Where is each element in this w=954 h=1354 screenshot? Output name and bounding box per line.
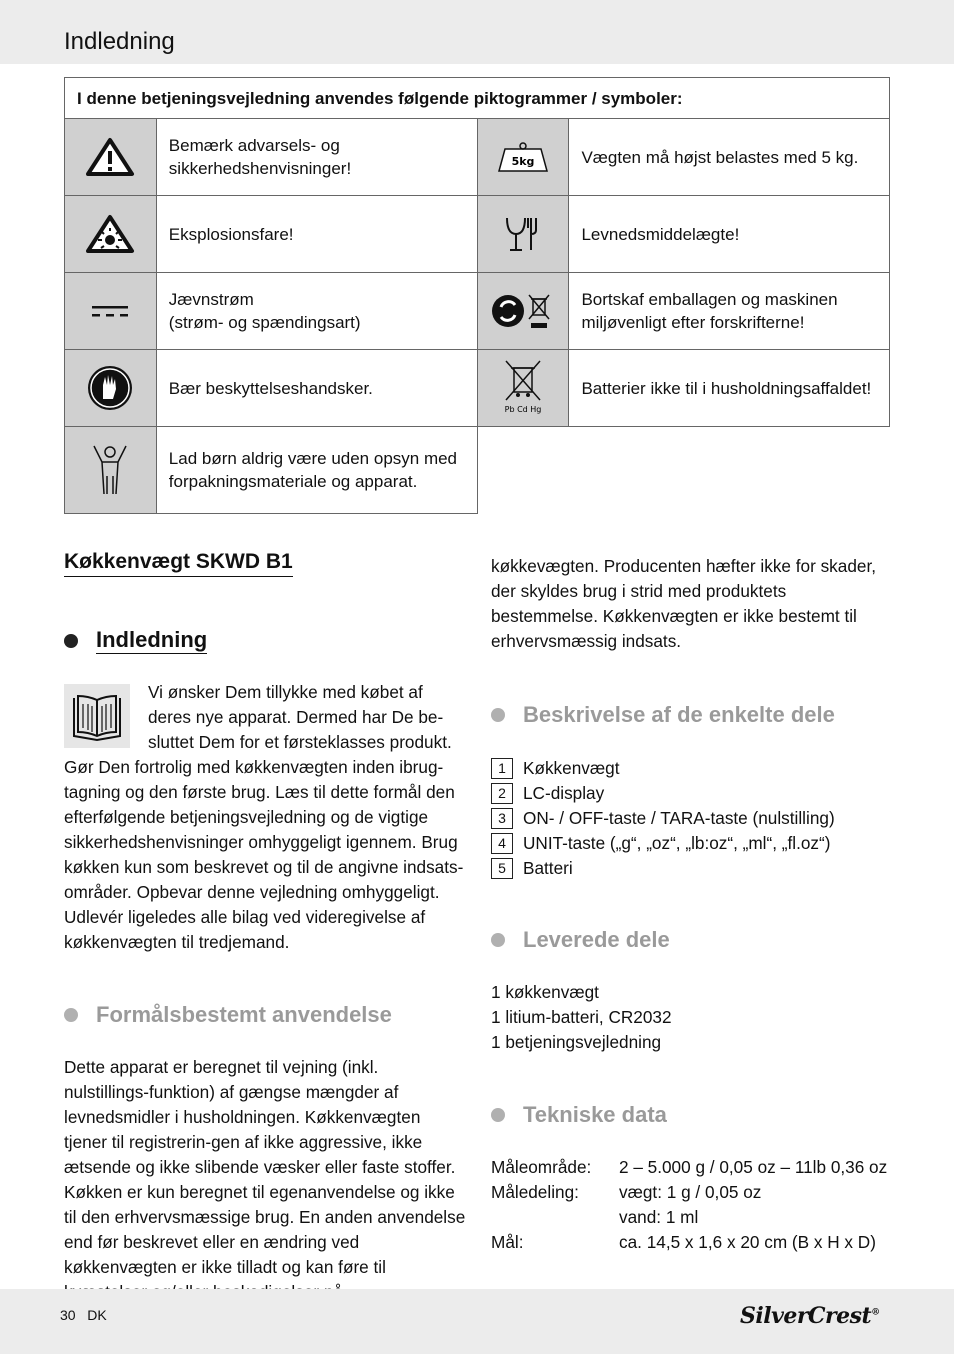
intro-paragraph-b: Gør Den fortrolig med køkkenvægten inden ibrug-tagning og den første brug. Læs til dette formål den efterfølgende betjeningsvejledning og de vigtige sikkerhedshenvisninger omhyggeligt igennem. Brug køkken kun som beskrevet og til de angivne indsats-områder. Opbevar denne vejledning omhyggeligt. Udlevér ligeledes alle bilag ved videregivelse af køkkenvægten til tredjemand. — [64, 757, 464, 952]
tech-label: Måledeling: — [491, 1182, 579, 1202]
tech-value: vand: 1 ml — [619, 1207, 699, 1227]
page-number — [60, 1307, 107, 1323]
battery-bin-icon — [477, 350, 569, 427]
part-label: ON- / OFF-taste / TARA-taste (nulstilling) — [523, 808, 835, 828]
pictogram-text: Bortskaf emballagen og maskinen miljøvenligt efter forskrifterne! — [569, 273, 890, 350]
pictogram-text: Lad børn aldrig være uden opsyn med forpakningsmateriale og apparat. — [156, 427, 477, 514]
page-header — [0, 0, 954, 64]
tech-value: vægt: 1 g / 0,05 oz — [619, 1182, 762, 1202]
bullet-icon — [491, 1108, 505, 1122]
bullet-icon — [64, 634, 78, 648]
weight-icon-label: 5kg — [511, 155, 535, 168]
list-item — [491, 806, 835, 831]
section-heading-label: Tekniske data — [523, 1102, 667, 1127]
part-label: Batteri — [523, 858, 573, 878]
pictogram-text: Bær beskyttelseshandsker. — [156, 350, 477, 427]
page-title: Indledning — [64, 28, 175, 55]
tech-label: Mål: — [491, 1232, 524, 1252]
product-title: Køkkenvægt SKWD B1 — [64, 550, 293, 577]
list-item — [491, 831, 835, 856]
battery-icon-label: Pb Cd Hg — [504, 405, 542, 414]
gloves-icon — [65, 350, 157, 427]
tech-data — [491, 1155, 887, 1255]
part-number: 5 — [491, 858, 513, 879]
book-icon — [64, 684, 130, 748]
part-label: UNIT-taste („g“, „oz“, „lb:oz“, „ml“, „fl.oz“) — [523, 833, 831, 853]
tech-value: ca. 14,5 x 1,6 x 20 cm (B x H x D) — [619, 1232, 876, 1252]
parts-list — [491, 756, 835, 881]
bullet-icon — [491, 933, 505, 947]
part-number: 3 — [491, 808, 513, 829]
section-heading-indledning — [64, 627, 207, 654]
section-heading-label: Leverede dele — [523, 927, 670, 952]
bullet-icon — [491, 708, 505, 722]
list-item: 1 litium-batteri, CR2032 — [491, 1007, 672, 1027]
list-item: 1 betjeningsvejledning — [491, 1032, 662, 1052]
bullet-icon — [64, 1008, 78, 1022]
section-heading-parts — [491, 702, 835, 728]
part-label: LC-display — [523, 783, 605, 803]
recycle-icon — [477, 273, 569, 350]
section-heading-label: Beskrivelse af de enkelte dele — [523, 702, 835, 727]
part-label: Køkkenvægt — [523, 758, 620, 778]
page-number-value: 30 — [60, 1307, 76, 1323]
list-item — [491, 856, 835, 881]
warning-triangle-icon — [65, 119, 157, 196]
intro-paragraph-a: Vi ønsker Dem tillykke med købet af deres nye apparat. Dermed har De be-sluttet Dem for et førsteklasses produkt. — [148, 682, 452, 752]
direct-current-icon — [65, 273, 157, 350]
section-heading-tech — [491, 1102, 667, 1128]
pictogram-text: Bemærk advarsels- og sikkerhedshenvisninger! — [156, 119, 477, 196]
explosion-hazard-icon — [65, 196, 157, 273]
brand-name: SilverCrest — [740, 1303, 872, 1329]
delivered-list — [491, 980, 891, 1055]
list-item — [491, 781, 835, 806]
pictogram-text: Eksplosionsfare! — [156, 196, 477, 273]
pictogram-table-heading: I denne betjeningsvejledning anvendes følgende piktogrammer / symboler: — [65, 78, 890, 119]
pictogram-text-line: Jævnstrøm — [168, 290, 254, 309]
tech-label: Måleområde: — [491, 1157, 592, 1177]
pictogram-text-line: (strøm- og spændingsart) — [168, 313, 361, 332]
pictogram-text — [156, 273, 477, 350]
food-safe-icon — [477, 196, 569, 273]
page-footer — [0, 1289, 954, 1354]
part-number: 1 — [491, 758, 513, 779]
pictogram-text: Levnedsmiddelægte! — [569, 196, 890, 273]
list-item — [491, 756, 835, 781]
intended-use-continued: køkkevægten. Producenten hæfter ikke for skader, der skyldes brug i strid med produktets bestemmelse. Køkkenvægten er ikke bestemt til erhvervsmæssig indsats. — [491, 556, 876, 651]
tech-value: 2 – 5.000 g / 0,05 oz – 11lb 0,36 oz — [619, 1157, 888, 1177]
section-heading-delivered — [491, 927, 670, 953]
brand-logo — [740, 1303, 880, 1329]
part-number: 2 — [491, 783, 513, 804]
part-number: 4 — [491, 833, 513, 854]
section-heading-formal — [64, 1002, 392, 1028]
pictogram-table — [64, 77, 890, 514]
intended-use-paragraph: Dette apparat er beregnet til vejning (inkl. nulstillings-funktion) af gængse mængder af levnedsmidler i husholdningen. Køkkenvægten tjener til registrerin-gen af ikke aggressive, ikke ætsende og ikke slibende væsker eller faste stoffer. Køkken er kun beregnet til egenanvendelse og ikke til den erhvervsmæssige brug. En anden anvendelse end før beskrevet eller en ændring ved køkkenvægten er ikke tilladt og kan føre til — [64, 1057, 466, 1277]
pictogram-text: Vægten må højst belastes med 5 kg. — [569, 119, 890, 196]
weight-5kg-icon — [477, 119, 569, 196]
language-code: DK — [87, 1307, 107, 1323]
pictogram-text: Batterier ikke til i husholdningsaffaldet! — [569, 350, 890, 427]
section-heading-label: Indledning — [96, 627, 208, 652]
list-item: 1 køkkenvægt — [491, 982, 599, 1002]
section-heading-label: Formålsbestemt anvendelse — [96, 1002, 392, 1027]
brand-mark: ® — [871, 1307, 880, 1318]
child-safety-icon — [65, 427, 157, 514]
